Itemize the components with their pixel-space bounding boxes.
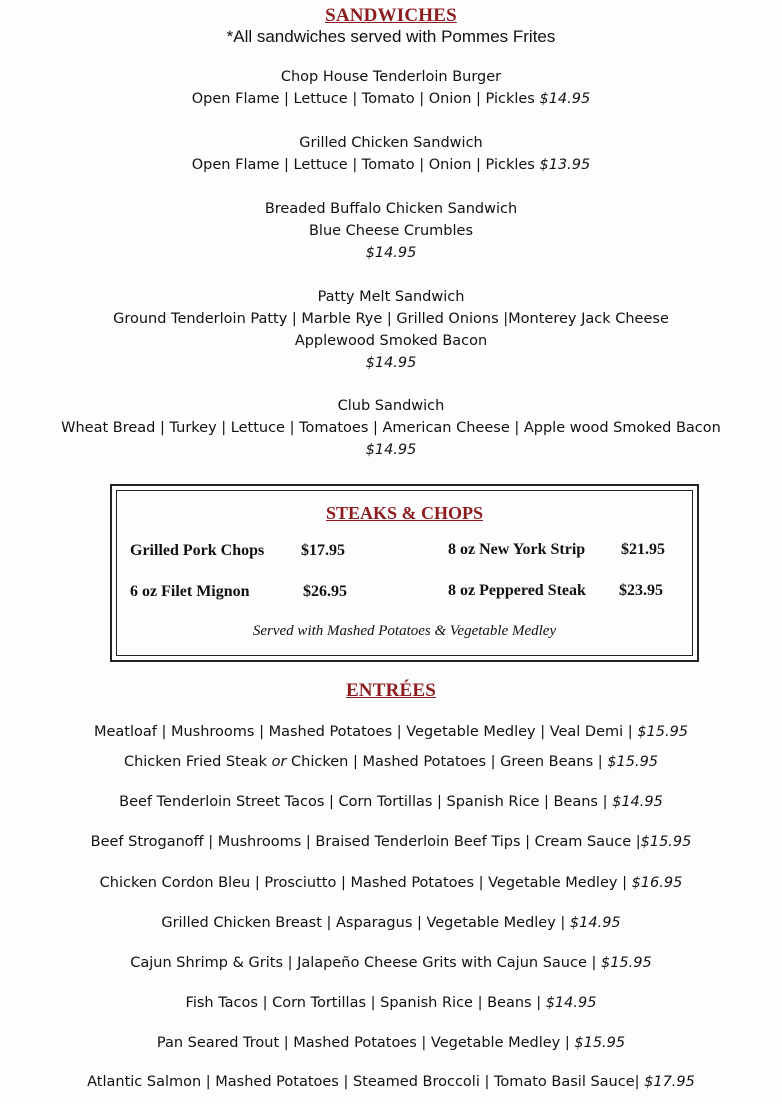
- steak-price: $23.95: [619, 582, 663, 599]
- entree-line: Cajun Shrimp & Grits | Jalapeño Cheese Grits with Cajun Sauce | $15.95: [130, 955, 652, 971]
- entree-price: $17.95: [644, 1074, 695, 1090]
- entrees-title: ENTRÉES: [345, 680, 437, 701]
- entree-name: Pan Seared Trout: [156, 1035, 280, 1051]
- entree-name: Beef Stroganoff: [90, 834, 204, 850]
- entree-name: Chicken Fried Steak or Chicken: [123, 754, 349, 770]
- sandwich-desc: Ground Tenderloin Patty | Marble Rye | Grilled Onions |Monterey Jack Cheese: [113, 311, 669, 327]
- sandwich-desc: Wheat Bread | Turkey | Lettuce | Tomatoes | American Cheese | Apple wood Smoked Bacon: [61, 420, 721, 436]
- steaks-title: STEAKS & CHOPS: [325, 503, 484, 523]
- sandwich-name: Grilled Chicken Sandwich: [299, 135, 483, 151]
- sandwich-price: $14.95: [539, 91, 591, 107]
- sandwich-name: Club Sandwich: [337, 398, 445, 414]
- entree-line: Beef Tenderloin Street Tacos | Corn Tortillas | Spanish Rice | Beans | $14.95: [119, 794, 663, 810]
- sandwich-name: Patty Melt Sandwich: [317, 289, 465, 305]
- entree-line: Meatloaf | Mushrooms | Mashed Potatoes | Vegetable Medley | Veal Demi | $15.95: [93, 724, 689, 740]
- sandwiches-title: SANDWICHES: [325, 5, 457, 26]
- sandwich-name: Chop House Tenderloin Burger: [280, 69, 502, 85]
- sandwich-price: $13.95: [539, 157, 591, 173]
- steak-name: 8 oz Peppered Steak: [448, 582, 586, 599]
- entree-line: Chicken Cordon Bleu | Prosciutto | Mashed Potatoes | Vegetable Medley | $16.95: [99, 875, 683, 891]
- entree-name: Chicken Cordon Bleu: [99, 875, 251, 891]
- steaks-box: [110, 484, 699, 662]
- steak-name: 6 oz Filet Mignon: [130, 583, 250, 600]
- entree-line: Fish Tacos | Corn Tortillas | Spanish Rice | Beans | $14.95: [185, 995, 597, 1011]
- entree-price: $15.95: [640, 834, 692, 850]
- sandwich-price: $14.95: [365, 245, 417, 261]
- entree-price: $15.95: [600, 955, 652, 971]
- entree-name: Cajun Shrimp & Grits: [130, 955, 283, 971]
- steak-price: $17.95: [301, 542, 345, 559]
- entree-name: Beef Tenderloin Street Tacos: [119, 794, 325, 810]
- sandwiches-note: *All sandwiches served with Pommes Frites: [226, 27, 556, 46]
- steaks-box-inner: [116, 490, 693, 656]
- sandwich-price: $14.95: [365, 355, 417, 371]
- steak-name: 8 oz New York Strip: [448, 541, 586, 558]
- entree-price: $15.95: [607, 754, 659, 770]
- entree-price: $15.95: [637, 724, 689, 740]
- entree-price: $14.95: [545, 995, 597, 1011]
- steak-name: Grilled Pork Chops: [130, 542, 265, 559]
- sandwich-desc: Blue Cheese Crumbles: [308, 223, 474, 239]
- entree-line: Pan Seared Trout | Mashed Potatoes | Vegetable Medley | $15.95: [156, 1035, 626, 1051]
- entree-line: Atlantic Salmon | Mashed Potatoes | Steamed Broccoli | Tomato Basil Sauce| $17.95: [87, 1074, 695, 1090]
- entree-price: $16.95: [631, 875, 683, 891]
- entree-price: $14.95: [612, 794, 663, 810]
- entree-name: Fish Tacos: [185, 995, 258, 1011]
- sandwich-price: $14.95: [365, 442, 417, 458]
- entree-line: Chicken Fried Steak or Chicken | Mashed Potatoes | Green Beans | $15.95: [123, 754, 659, 770]
- entree-price: $15.95: [574, 1035, 626, 1051]
- entree-price: $14.95: [569, 915, 621, 931]
- steaks-served-note: Served with Mashed Potatoes & Vegetable Medley: [252, 623, 557, 639]
- entree-name: Atlantic Salmon: [87, 1074, 202, 1090]
- sandwich-name: Breaded Buffalo Chicken Sandwich: [264, 201, 518, 217]
- sandwich-desc-2: Applewood Smoked Bacon: [294, 333, 488, 349]
- entree-line: Beef Stroganoff | Mushrooms | Braised Tenderloin Beef Tips | Cream Sauce |$15.95: [90, 834, 692, 850]
- entree-line: Grilled Chicken Breast | Asparagus | Vegetable Medley | $14.95: [161, 915, 621, 931]
- entree-name: Grilled Chicken Breast: [161, 915, 322, 931]
- steak-price: $26.95: [303, 583, 347, 600]
- entree-name: Meatloaf: [93, 724, 157, 740]
- sandwich-desc: Open Flame | Lettuce | Tomato | Onion | Pickles $13.95: [191, 157, 591, 173]
- sandwich-desc: Open Flame | Lettuce | Tomato | Onion | Pickles $14.95: [191, 91, 591, 107]
- steak-price: $21.95: [621, 541, 665, 558]
